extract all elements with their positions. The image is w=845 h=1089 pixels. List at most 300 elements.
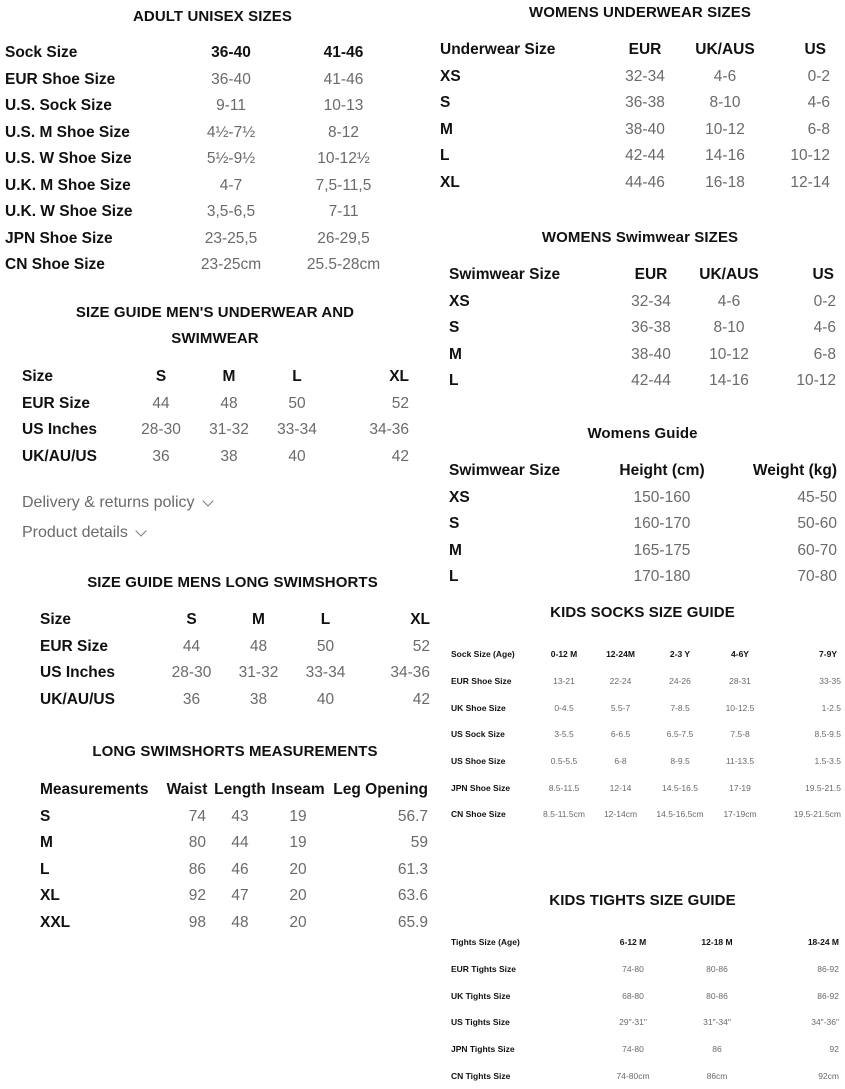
header-cell: Size [40, 611, 72, 629]
cell: 68-80 [622, 990, 644, 1001]
cell: 8-10 [709, 94, 741, 112]
row-label: XL [440, 173, 460, 191]
header-cell: M [252, 611, 265, 629]
cell: 20 [289, 887, 307, 905]
row-label: US Inches [40, 664, 115, 682]
table-row [40, 857, 428, 884]
womens-swimwear-table [449, 262, 836, 395]
cell: 45-50 [797, 488, 837, 506]
table-header-row [5, 40, 400, 67]
header-cell: EUR [634, 266, 668, 284]
cell: 8.5-11.5 [548, 782, 580, 793]
mens-underwear-table [22, 364, 417, 470]
row-label: JPN Shoe Size [451, 782, 511, 793]
row-label: XS [449, 488, 470, 506]
cell: 36-40 [211, 70, 251, 88]
header-cell: 41-46 [323, 44, 364, 62]
row-label: S [449, 515, 460, 533]
row-label: EUR Tights Size [451, 964, 517, 975]
table-row [451, 956, 839, 983]
cell: 11-13.5 [725, 756, 755, 767]
row-label: XS [440, 67, 461, 85]
row-label: JPN Shoe Size [5, 229, 113, 247]
cell: 22-24 [609, 676, 632, 687]
header-cell: Tights Size (Age) [451, 937, 520, 948]
row-label: S [40, 807, 51, 825]
cell: 0-2 [807, 67, 830, 85]
cell: 59 [410, 834, 428, 852]
cell: 42-44 [631, 372, 671, 390]
header-cell: 12-24M [606, 649, 635, 660]
row-label: US Shoe Size [451, 756, 506, 767]
cell: 4-6 [713, 67, 737, 85]
cell: 36-38 [625, 94, 665, 112]
mens-long-swimshorts-section [0, 570, 465, 596]
cell: 38 [220, 447, 238, 465]
header-cell: UK/AUS [695, 41, 755, 59]
table-header-row [40, 777, 428, 804]
cell: 7.5-8 [730, 729, 750, 740]
womens-guide-table [449, 458, 839, 591]
header-cell: Swimwear Size [449, 266, 561, 284]
cell: 31-32 [238, 664, 279, 682]
table-header-row [440, 37, 830, 64]
adult-unisex-title: ADULT UNISEX SIZES [132, 8, 293, 25]
cell: 4-7 [219, 176, 243, 194]
cell: 8-12 [327, 123, 360, 141]
row-label: XL [40, 887, 60, 905]
table-row [451, 982, 839, 1009]
cell: 5.5-7 [610, 702, 631, 713]
mens-underwear-title-line2: SWIMWEAR [171, 330, 259, 347]
table-row [40, 804, 428, 831]
row-label: M [449, 345, 462, 363]
delivery-returns-label: Delivery & returns policy [22, 494, 195, 511]
header-cell: 2-3 Y [669, 649, 691, 660]
cell: 6.5-7.5 [666, 729, 694, 740]
table-row [5, 93, 400, 120]
cell: 80 [188, 834, 206, 852]
cell: 31-32 [209, 421, 249, 439]
table-row [449, 511, 839, 538]
kids-tights-title: KIDS TIGHTS SIZE GUIDE [549, 892, 736, 909]
cell: 42 [391, 447, 409, 465]
table-header-row [451, 641, 841, 668]
cell: 42 [412, 690, 430, 708]
cell: 8-10 [713, 319, 745, 337]
cell: 5½-9½ [206, 150, 256, 168]
cell: 28-30 [141, 421, 181, 439]
header-cell: Swimwear Size [449, 462, 561, 480]
cell: 16-18 [705, 173, 745, 191]
table-row [451, 748, 841, 775]
row-label: CN Shoe Size [5, 256, 105, 274]
header-cell: Leg Opening [333, 781, 428, 799]
table-row [40, 830, 428, 857]
cell: 48 [249, 637, 268, 655]
womens-underwear-table-wrap [440, 37, 830, 196]
cell: 50 [288, 394, 306, 412]
row-label: L [449, 568, 459, 586]
cell: 6-8 [813, 345, 836, 363]
cell: 38-40 [625, 120, 665, 138]
header-cell: Underwear Size [440, 41, 556, 59]
row-label: U.K. M Shoe Size [5, 176, 131, 194]
cell: 10-12 [705, 120, 745, 138]
row-label: US Tights Size [451, 1017, 510, 1028]
womens-underwear-section [440, 0, 840, 26]
cell: 86 [712, 1044, 722, 1055]
cell: 60-70 [797, 541, 837, 559]
table-header-row [40, 607, 430, 634]
row-label: EUR Shoe Size [5, 70, 116, 88]
table-row [449, 342, 836, 369]
cell: 12-14 [609, 782, 632, 793]
row-label: L [40, 860, 50, 878]
cell: 10-12.5 [725, 702, 755, 713]
row-label: EUR Size [40, 637, 109, 655]
cell: 48 [231, 913, 249, 931]
adult-unisex-table [5, 40, 400, 279]
table-row [40, 687, 430, 714]
cell: 44 [152, 394, 170, 412]
table-row [449, 564, 839, 591]
table-header-row [449, 262, 836, 289]
cell: 48 [220, 394, 238, 412]
cell: 25.5-28cm [306, 256, 381, 274]
table-row [5, 252, 400, 279]
table-row [5, 67, 400, 94]
cell: 19 [289, 807, 307, 825]
cell: 65.9 [397, 913, 428, 931]
cell: 36 [152, 447, 170, 465]
header-cell: Size [22, 368, 54, 386]
row-label: US Sock Size [451, 729, 505, 740]
cell: 12-14cm [603, 809, 638, 820]
cell: 4-6 [717, 292, 741, 310]
table-row [449, 368, 836, 395]
mens-long-swimshorts-title: SIZE GUIDE MENS LONG SWIMSHORTS [87, 574, 378, 591]
header-cell: 36-40 [211, 44, 251, 62]
mens-underwear-section [0, 300, 430, 352]
cell: 40 [288, 447, 306, 465]
cell: 86 [188, 860, 206, 878]
womens-guide-section [440, 421, 845, 447]
table-header-row [451, 929, 839, 956]
header-cell: US [804, 41, 826, 59]
header-cell: L [320, 611, 331, 629]
mens-underwear-title-line1: SIZE GUIDE MEN'S UNDERWEAR AND [75, 304, 355, 321]
cell: 0.5-5.5 [550, 756, 578, 767]
table-row [40, 883, 428, 910]
cell: 3-5.5 [554, 729, 574, 740]
cell: 7,5-11,5 [315, 176, 372, 194]
chevron-down-icon [202, 495, 213, 506]
row-label: U.K. W Shoe Size [5, 203, 133, 221]
kids-socks-title: KIDS SOCKS SIZE GUIDE [550, 604, 735, 621]
kids-socks-table [451, 641, 841, 828]
header-cell: Sock Size [5, 44, 78, 62]
cell: 74 [188, 807, 206, 825]
cell: 165-175 [633, 541, 691, 559]
cell: 3,5-6,5 [206, 203, 256, 221]
header-cell: UK/AUS [699, 266, 759, 284]
product-details-link[interactable] [22, 524, 145, 542]
cell: 6-6.5 [610, 729, 631, 740]
cell: 44 [231, 834, 249, 852]
header-cell: S [186, 611, 197, 629]
cell: 92 [829, 1044, 839, 1055]
header-cell: 0-12 M [550, 649, 578, 660]
table-row [22, 417, 417, 444]
cell: 86cm [706, 1070, 728, 1081]
cell: 34-36 [369, 421, 409, 439]
cell: 33-34 [305, 664, 346, 682]
header-cell: XL [410, 611, 430, 629]
cell: 14.5-16.5 [662, 782, 698, 793]
womens-swimwear-table-wrap [449, 262, 836, 395]
cell: 34-36 [390, 664, 430, 682]
table-row [449, 538, 839, 565]
table-row [451, 774, 841, 801]
cell: 38 [249, 690, 268, 708]
cell: 12-14 [790, 173, 830, 191]
cell: 10-12 [790, 147, 830, 165]
header-cell: Inseam [271, 781, 325, 799]
mens-underwear-table-wrap [22, 364, 417, 470]
header-cell: S [155, 368, 167, 386]
product-details-label: Product details [22, 524, 128, 541]
table-row [22, 391, 417, 418]
chevron-down-icon [135, 525, 146, 536]
cell: 10-12 [796, 372, 836, 390]
long-swimshorts-measurements-section [0, 739, 470, 765]
header-cell: 12-18 M [701, 937, 733, 948]
row-label: CN Shoe Size [451, 809, 506, 820]
cell: 1.5-3.5 [814, 756, 841, 767]
cell: 41-46 [323, 70, 364, 88]
womens-guide-title: Womens Guide [587, 425, 698, 442]
cell: 10-12½ [317, 150, 370, 168]
table-row [5, 226, 400, 253]
table-row [451, 668, 841, 695]
cell: 74-80cm [616, 1070, 650, 1081]
cell: 38-40 [631, 345, 671, 363]
cell: 14.5-16.5cm [656, 809, 704, 820]
table-header-row [22, 364, 417, 391]
row-label: XS [449, 292, 470, 310]
cell: 74-80 [622, 1044, 644, 1055]
cell: 42-44 [625, 147, 665, 165]
header-cell: 7-9Y [819, 649, 837, 660]
womens-underwear-title: WOMENS UNDERWEAR SIZES [529, 4, 751, 21]
delivery-returns-link[interactable] [22, 494, 212, 512]
table-row [440, 64, 830, 91]
header-cell: Sock Size (Age) [451, 649, 515, 660]
cell: 63.6 [397, 887, 428, 905]
table-row [449, 289, 836, 316]
row-label: UK Shoe Size [451, 702, 506, 713]
header-cell: 6-12 M [619, 937, 647, 948]
cell: 6-8 [807, 120, 830, 138]
cell: 8.5-11.5cm [543, 809, 585, 820]
table-row [451, 1036, 839, 1063]
cell: 10-12 [709, 345, 749, 363]
header-cell: 18-24 M [807, 937, 839, 948]
table-row [451, 721, 841, 748]
header-cell: XL [389, 368, 409, 386]
table-row [40, 910, 428, 937]
cell: 86-92 [817, 964, 839, 975]
cell: 6-8 [614, 756, 627, 767]
cell: 36-38 [631, 319, 671, 337]
table-row [5, 146, 400, 173]
header-cell: 4-6Y [731, 649, 749, 660]
table-row [440, 170, 830, 197]
header-cell: Weight (kg) [752, 462, 837, 480]
cell: 33-34 [277, 421, 317, 439]
mens-long-swimshorts-table [40, 607, 430, 713]
table-row [451, 801, 841, 828]
table-row [5, 199, 400, 226]
cell: 29"-31" [619, 1017, 647, 1028]
cell: 20 [289, 913, 307, 931]
cell: 33-35 [819, 676, 841, 687]
cell: 160-170 [633, 515, 691, 533]
long-swimshorts-measurements-table-wrap [40, 777, 428, 936]
cell: 50-60 [797, 515, 837, 533]
cell: 52 [412, 637, 430, 655]
cell: 86-92 [817, 990, 839, 1001]
womens-swimwear-title: WOMENS Swimwear SIZES [541, 229, 739, 246]
cell: 14-16 [709, 372, 749, 390]
cell: 7-8.5 [670, 702, 690, 713]
adult-unisex-section [0, 4, 425, 30]
table-row [40, 634, 430, 661]
cell: 19 [289, 834, 307, 852]
cell: 92 [188, 887, 206, 905]
cell: 50 [316, 637, 335, 655]
cell: 20 [289, 860, 307, 878]
womens-guide-table-wrap [449, 458, 839, 591]
cell: 8-9.5 [670, 756, 690, 767]
cell: 40 [316, 690, 335, 708]
row-label: U.S. M Shoe Size [5, 123, 130, 141]
womens-swimwear-section [440, 225, 840, 251]
cell: 19.5-21.5 [805, 782, 841, 793]
adult-unisex-table-wrap [5, 40, 400, 279]
cell: 61.3 [397, 860, 428, 878]
header-cell: M [222, 368, 236, 386]
cell: 23-25,5 [204, 229, 258, 247]
cell: 70-80 [797, 568, 837, 586]
cell: 47 [231, 887, 249, 905]
header-cell: Length [214, 781, 266, 799]
row-label: M [449, 541, 462, 559]
cell: 28-30 [171, 664, 212, 682]
cell: 52 [391, 394, 409, 412]
table-row [449, 315, 836, 342]
header-cell: EUR [628, 41, 662, 59]
table-row [22, 444, 417, 471]
cell: 10-13 [323, 97, 364, 115]
cell: 9-11 [216, 97, 246, 115]
row-label: U.S. W Shoe Size [5, 150, 132, 168]
table-row [440, 90, 830, 117]
cell: 19.5-21.5cm [793, 809, 841, 820]
table-row [451, 1009, 839, 1036]
cell: 44 [182, 637, 201, 655]
table-row [5, 173, 400, 200]
row-label: CN Tights Size [451, 1070, 511, 1081]
cell: 80-86 [706, 990, 728, 1001]
cell: 17-19 [729, 782, 751, 793]
long-swimshorts-measurements-table [40, 777, 428, 936]
row-label: UK/AU/US [40, 690, 115, 708]
mens-long-swimshorts-table-wrap [40, 607, 430, 713]
cell: 4-6 [807, 94, 830, 112]
cell: 8.5-9.5 [814, 729, 841, 740]
cell: 44-46 [625, 173, 665, 191]
cell: 4½-7½ [206, 123, 256, 141]
table-row [451, 1062, 839, 1089]
cell: 14-16 [705, 147, 745, 165]
row-label: JPN Tights Size [451, 1044, 515, 1055]
table-row [40, 660, 430, 687]
kids-tights-section [440, 888, 845, 914]
table-row [440, 117, 830, 144]
cell: 74-80 [622, 964, 644, 975]
cell: 26-29,5 [317, 229, 370, 247]
table-row [440, 143, 830, 170]
header-cell: Height (cm) [619, 462, 705, 480]
kids-tights-table [451, 929, 839, 1089]
cell: 170-180 [633, 568, 691, 586]
cell: 0-2 [813, 292, 836, 310]
header-cell: Measurements [40, 781, 149, 799]
long-swimshorts-measurements-title: LONG SWIMSHORTS MEASUREMENTS [92, 743, 378, 760]
row-label: UK Tights Size [451, 990, 511, 1001]
cell: 43 [231, 807, 249, 825]
row-label: L [440, 147, 450, 165]
cell: 24-26 [669, 676, 691, 687]
row-label: EUR Shoe Size [451, 676, 512, 687]
cell: 92cm [818, 1070, 839, 1081]
cell: 13-21 [553, 676, 575, 687]
cell: 23-25cm [200, 256, 262, 274]
table-row [5, 120, 400, 147]
header-cell: L [292, 368, 302, 386]
kids-socks-table-wrap [451, 641, 841, 828]
row-label: L [449, 372, 459, 390]
cell: 17-19cm [723, 809, 757, 820]
cell: 56.7 [397, 807, 428, 825]
table-row [449, 485, 839, 512]
row-label: S [449, 319, 460, 337]
cell: 34"-36" [811, 1017, 839, 1028]
cell: 1-2.5 [821, 702, 841, 713]
cell: 36 [182, 690, 201, 708]
womens-underwear-table [440, 37, 830, 196]
row-label: EUR Size [22, 394, 91, 412]
row-label: XXL [40, 913, 71, 931]
header-cell: Waist [166, 781, 208, 799]
cell: 28-31 [729, 676, 751, 687]
kids-tights-table-wrap [451, 929, 839, 1089]
cell: 32-34 [625, 67, 665, 85]
row-label: UK/AU/US [22, 447, 97, 465]
table-row [451, 694, 841, 721]
